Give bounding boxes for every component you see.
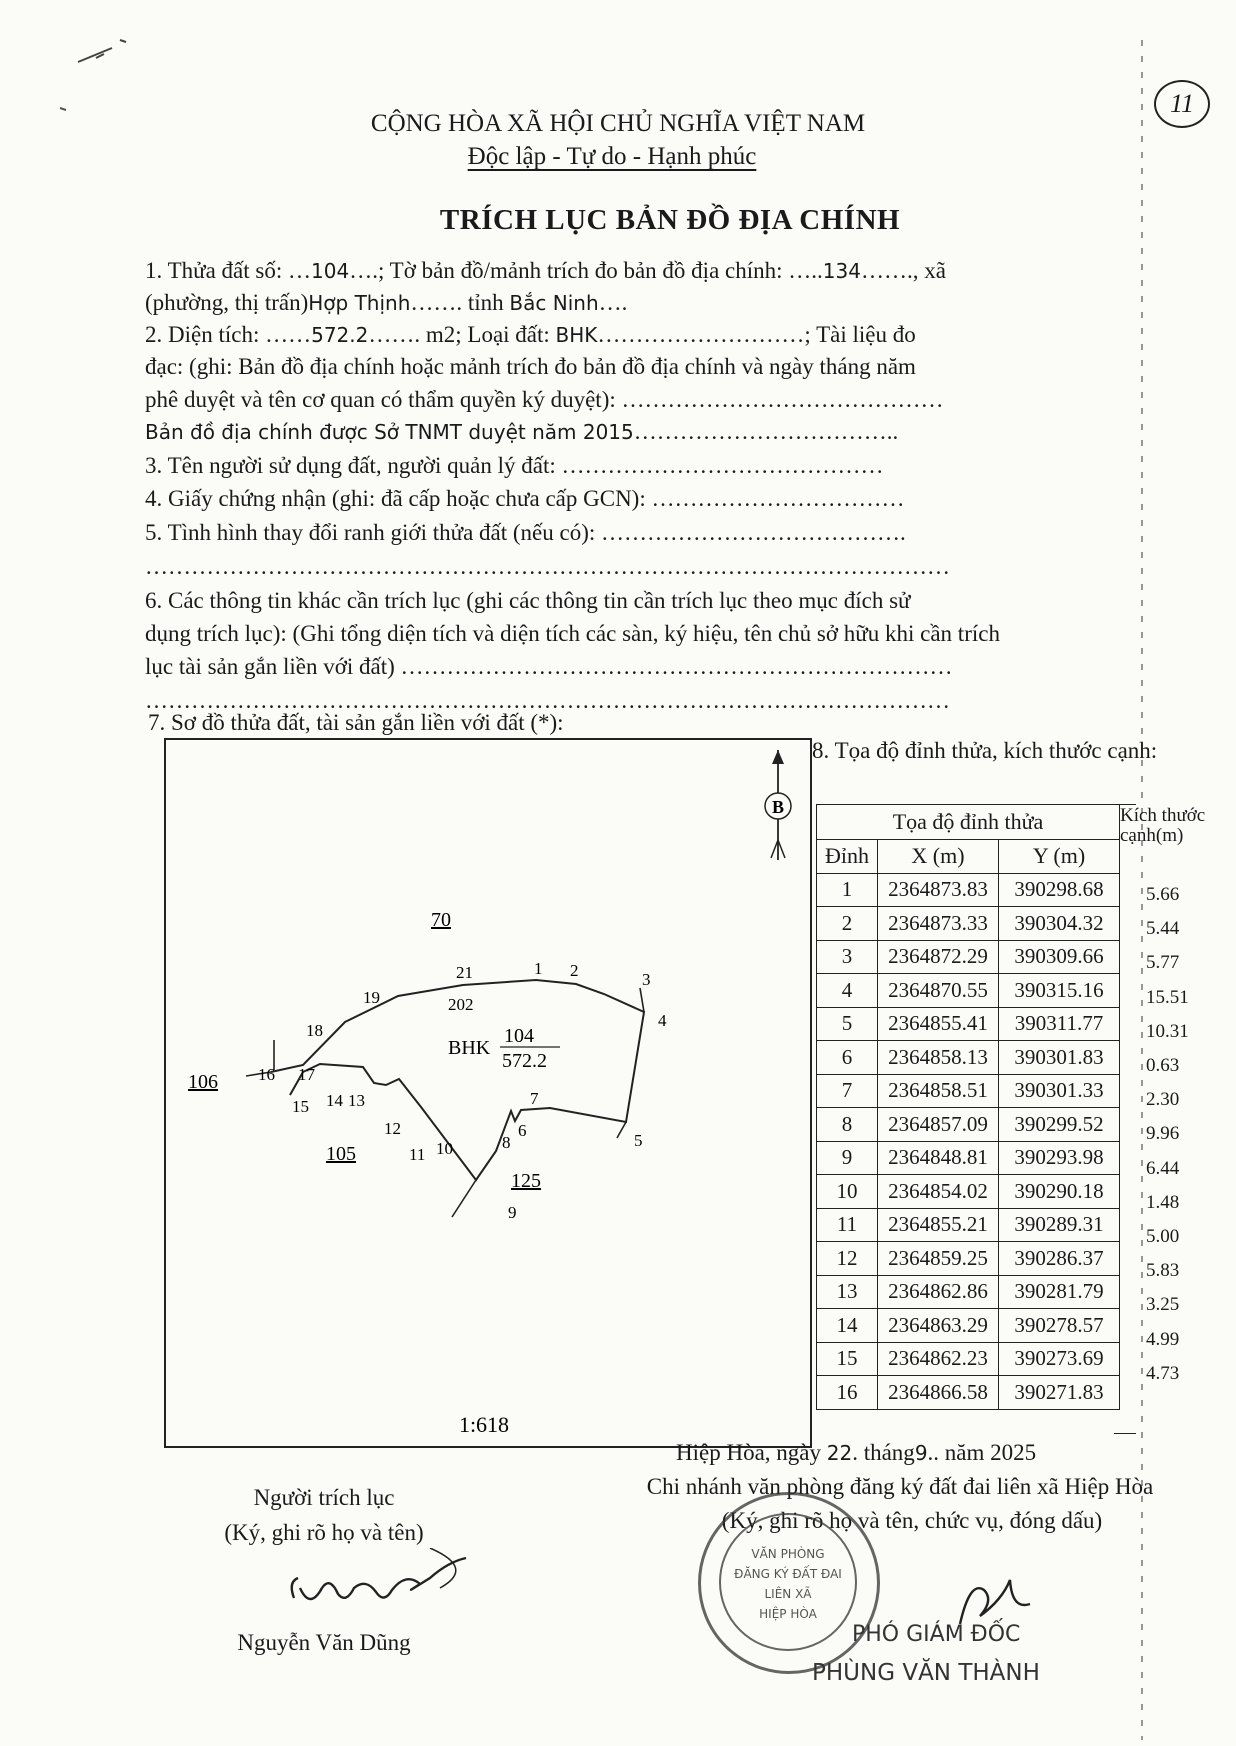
y-cell: 390301.33 — [999, 1074, 1120, 1108]
section-7-label: 7. Sơ đồ thửa đất, tài sản gắn liền với đất (*): — [148, 710, 564, 735]
edge-length: 6.44 — [1146, 1157, 1180, 1179]
vertex-cell: 14 — [817, 1309, 878, 1343]
section-2-line-3: phê duyệt và tên cơ quan có thẩm quyền ký duyệt): …………………………………… — [145, 387, 944, 412]
parcel-number: 104 — [311, 259, 350, 283]
vertex-label: 17 — [298, 1065, 315, 1084]
y-cell: 390301.83 — [999, 1041, 1120, 1075]
vertex-cell: 11 — [817, 1208, 878, 1242]
vertex-label: 2 — [570, 961, 579, 980]
vertex-cell: 4 — [817, 974, 878, 1008]
y-cell: 390286.37 — [999, 1242, 1120, 1276]
x-cell: 2364872.29 — [878, 940, 999, 974]
neighbor-parcel-70: 70 — [431, 909, 451, 931]
table-row — [817, 873, 1120, 907]
edge-length: 4.73 — [1146, 1362, 1180, 1384]
table-row — [817, 907, 1120, 941]
vertex-label: 15 — [292, 1097, 309, 1116]
x-cell: 2364873.33 — [878, 907, 999, 941]
table-row — [817, 1376, 1120, 1410]
commune-name: Hợp Thịnh — [308, 291, 411, 315]
x-cell: 2364863.29 — [878, 1309, 999, 1343]
map-sheet-number: 134 — [822, 259, 861, 283]
edge-length: 9.96 — [1146, 1123, 1180, 1145]
y-cell: 390299.52 — [999, 1108, 1120, 1142]
edge-length: 0.63 — [1146, 1055, 1180, 1076]
section-2-line-4: Bản đồ địa chính được Sở TNMT duyệt năm 2015…………………………….. — [145, 419, 899, 444]
document-title: TRÍCH LỤC BẢN ĐỒ ĐỊA CHÍNH — [439, 204, 901, 236]
x-cell: 2364858.13 — [878, 1041, 999, 1075]
section-5-dots: …………………………………………………………………………………………… — [145, 554, 950, 579]
section-6-line-1: 6. Các thông tin khác cần trích lục (ghi các thông tin cần trích lục theo mục đích sử — [145, 588, 911, 613]
vertex-cell: 9 — [817, 1141, 878, 1175]
vertex-label: 5 — [634, 1131, 643, 1150]
y-cell: 390315.16 — [999, 974, 1120, 1008]
y-cell: 390289.31 — [999, 1208, 1120, 1242]
vertex-cell: 8 — [817, 1108, 878, 1142]
vertex-cell: 16 — [817, 1376, 878, 1410]
vertex-label: 10 — [436, 1139, 453, 1158]
province-name: Bắc Ninh — [509, 291, 599, 315]
y-cell: 390281.79 — [999, 1275, 1120, 1309]
x-cell: 2364848.81 — [878, 1141, 999, 1175]
x-cell: 2364870.55 — [878, 974, 999, 1008]
table-row — [817, 1208, 1120, 1242]
table-row — [817, 1175, 1120, 1209]
table-row — [817, 1141, 1120, 1175]
map-scale: 1:618 — [458, 1412, 510, 1437]
vertex-label: 4 — [658, 1011, 667, 1030]
parcel-label — [448, 1025, 560, 1072]
vertex-cell: 10 — [817, 1175, 878, 1209]
edge-length: 5.00 — [1146, 1226, 1180, 1247]
left-signer-name: Nguyễn Văn Dũng — [237, 1630, 411, 1655]
section-8-label: 8. Tọa độ đỉnh thửa, kích thước cạnh: — [812, 738, 1158, 763]
country-header: CỘNG HÒA XÃ HỘI CHỦ NGHĨA VIỆT NAM — [370, 110, 866, 137]
vertex-labels — [258, 959, 667, 1222]
vertex-cell: 1 — [817, 873, 878, 907]
edge-length: 2.30 — [1146, 1089, 1180, 1111]
table-row — [817, 1275, 1120, 1309]
vertex-label: 3 — [642, 970, 651, 989]
cadastral-map — [164, 738, 812, 1448]
vertex-cell: 15 — [817, 1342, 878, 1376]
official-stamp: VĂN PHÒNG ĐĂNG KÝ ĐẤT ĐAI LIÊN XÃ HIỆP HÒA — [698, 1492, 880, 1674]
left-signer-note: (Ký, ghi rõ họ và tên) — [224, 1520, 424, 1545]
vertex-label: 11 — [409, 1145, 426, 1164]
x-cell: 2364862.86 — [878, 1275, 999, 1309]
coordinate-table — [816, 804, 1120, 1410]
y-column-header: Y (m) — [999, 840, 1120, 874]
right-signer-title: Chi nhánh văn phòng đăng ký đất đai liên xã Hiệp Hòa — [646, 1474, 1154, 1499]
vertex-label: 18 — [306, 1021, 323, 1040]
right-signer-note: (Ký, ghi rõ họ và tên, chức vụ, đóng dấu) — [721, 1508, 1103, 1533]
x-cell: 2364862.23 — [878, 1342, 999, 1376]
table-row — [817, 1007, 1120, 1041]
table-row — [817, 1074, 1120, 1108]
neighbor-parcel-106: 106 — [188, 1071, 218, 1093]
svg-text:104: 104 — [504, 1025, 534, 1047]
vertex-label: 1 — [534, 959, 543, 978]
section-1-line-2: (phường, thị trấn)Hợp Thịnh……. tỉnh Bắc Ninh…. — [145, 290, 628, 315]
parcel-diagram — [166, 740, 814, 1450]
left-signer-title: Người trích lục — [253, 1485, 395, 1510]
section-5: 5. Tình hình thay đổi ranh giới thửa đất (nếu có): …………………………………. — [145, 520, 906, 545]
vertex-label: 202 — [448, 995, 474, 1014]
edge-length: 5.83 — [1146, 1260, 1180, 1282]
y-cell: 390278.57 — [999, 1309, 1120, 1343]
edge-length: 10.31 — [1146, 1020, 1189, 1042]
x-cell: 2364858.51 — [878, 1074, 999, 1108]
left-signature — [280, 1548, 480, 1628]
edge-column-frame — [1114, 804, 1136, 1434]
y-cell: 390298.68 — [999, 873, 1120, 907]
vertex-label: 21 — [456, 963, 473, 982]
right-signer-position: PHÓ GIÁM ĐỐC — [852, 1622, 1021, 1647]
section-4: 4. Giấy chứng nhận (ghi: đã cấp hoặc chưa cấp GCN): …………………………… — [145, 486, 905, 511]
neighbor-parcel-125: 125 — [511, 1170, 541, 1192]
vertex-label: 14 — [326, 1091, 343, 1110]
x-cell: 2364866.58 — [878, 1376, 999, 1410]
place-date: Hiệp Hòa, ngày 22. tháng9.. năm 2025 — [676, 1440, 1037, 1465]
north-arrow — [765, 750, 791, 860]
y-cell: 390309.66 — [999, 940, 1120, 974]
table-row — [817, 940, 1120, 974]
coordinate-group-header: Tọa độ đỉnh thửa — [817, 805, 1120, 840]
land-type-value: BHK — [555, 323, 598, 347]
table-row — [817, 1309, 1120, 1343]
table-row — [817, 1108, 1120, 1142]
north-symbol: B — [771, 797, 785, 817]
section-2-line-1: 2. Diện tích: ……572.2……. m2; Loại đất: BHK………………………; Tài liệu đo — [145, 322, 916, 347]
vertex-label: 16 — [258, 1065, 275, 1084]
edge-length: 5.44 — [1146, 918, 1180, 940]
section-1-line-1: 1. Thửa đất số: …104….; Tờ bản đồ/mảnh trích đo bản đồ địa chính: …..134……., xã — [145, 258, 946, 283]
section-6-line-3: lục tài sản gắn liền với đất) ……………………………………………………………… — [145, 654, 953, 679]
svg-text:572.2: 572.2 — [502, 1050, 547, 1072]
vertex-cell: 2 — [817, 907, 878, 941]
page-number: 11 — [1154, 80, 1210, 128]
edge-length: 4.99 — [1146, 1328, 1180, 1350]
scan-marks — [0, 0, 140, 120]
vertex-label: 19 — [363, 988, 380, 1007]
edge-column-header: Kích thước cạnh(m) — [1120, 805, 1206, 846]
neighbor-parcel-105: 105 — [326, 1143, 356, 1165]
vertex-cell: 5 — [817, 1007, 878, 1041]
y-cell: 390304.32 — [999, 907, 1120, 941]
vertex-label: 13 — [348, 1091, 365, 1110]
edge-length: 3.25 — [1146, 1294, 1180, 1316]
section-3: 3. Tên người sử dụng đất, người quản lý đất: …………………………………… — [145, 453, 884, 478]
survey-source: Bản đồ địa chính được Sở TNMT duyệt năm 2015 — [145, 420, 634, 444]
y-cell: 390290.18 — [999, 1175, 1120, 1209]
x-cell: 2364857.09 — [878, 1108, 999, 1142]
svg-text:BHK: BHK — [448, 1037, 491, 1059]
vertex-cell: 13 — [817, 1275, 878, 1309]
right-signer-name: PHÙNG VĂN THÀNH — [812, 1660, 1040, 1686]
vertex-cell: 7 — [817, 1074, 878, 1108]
x-cell: 2364855.21 — [878, 1208, 999, 1242]
x-cell: 2364854.02 — [878, 1175, 999, 1209]
vertex-label: 12 — [384, 1119, 401, 1138]
vertex-label: 7 — [530, 1089, 539, 1108]
table-row — [817, 1041, 1120, 1075]
motto: Độc lập - Tự do - Hạnh phúc — [467, 143, 757, 170]
table-row — [817, 974, 1120, 1008]
edge-length: 5.66 — [1146, 884, 1180, 905]
x-cell: 2364873.83 — [878, 873, 999, 907]
y-cell: 390271.83 — [999, 1376, 1120, 1410]
vertex-label: 6 — [518, 1121, 527, 1140]
edge-length: 1.48 — [1146, 1191, 1180, 1213]
vertex-cell: 6 — [817, 1041, 878, 1075]
vertex-cell: 3 — [817, 940, 878, 974]
section-2-line-2: đạc: (ghi: Bản đồ địa chính hoặc mảnh trích đo bản đồ địa chính và ngày tháng năm — [145, 354, 916, 379]
y-cell: 390293.98 — [999, 1141, 1120, 1175]
table-row — [817, 1242, 1120, 1276]
vertex-column-header: Đỉnh — [817, 840, 878, 874]
area-value: 572.2 — [311, 323, 369, 347]
edge-length: 5.77 — [1146, 952, 1180, 974]
y-cell: 390311.77 — [999, 1007, 1120, 1041]
vertex-label: 8 — [502, 1133, 511, 1152]
x-cell: 2364859.25 — [878, 1242, 999, 1276]
table-row — [817, 1342, 1120, 1376]
vertex-cell: 12 — [817, 1242, 878, 1276]
y-cell: 390273.69 — [999, 1342, 1120, 1376]
vertex-label: 9 — [508, 1203, 517, 1222]
x-column-header: X (m) — [878, 840, 999, 874]
x-cell: 2364855.41 — [878, 1007, 999, 1041]
edge-length: 15.51 — [1146, 986, 1189, 1008]
section-6-line-2: dụng trích lục): (Ghi tổng diện tích và diện tích các sàn, ký hiệu, tên chủ sở hữu khi cần trích — [145, 621, 1000, 646]
section-6-line-4: …………………………………………………………………………………………… — [145, 688, 950, 713]
